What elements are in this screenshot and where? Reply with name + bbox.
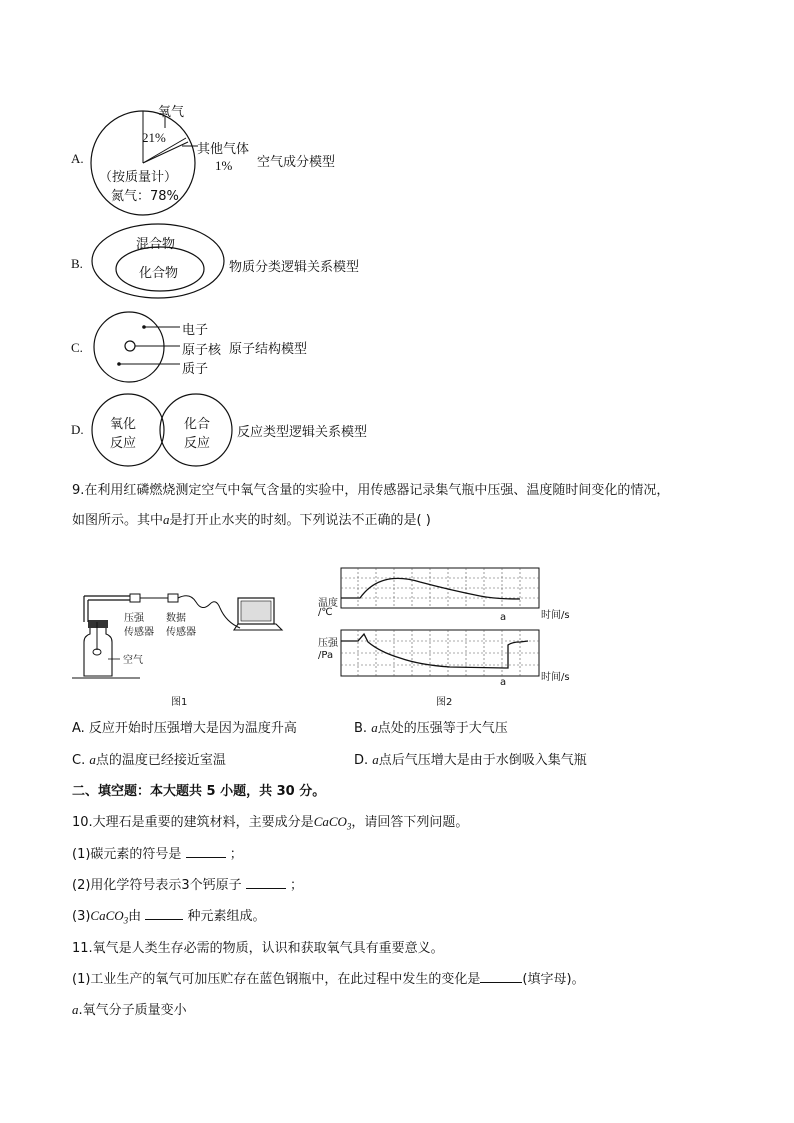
proton-label: 质子 (182, 362, 209, 377)
option-d-letter: D. (71, 422, 84, 437)
q10-part3-blank[interactable] (145, 907, 183, 920)
temperature-time-label: 时间/s (541, 610, 570, 621)
option-c-caption: 原子结构模型 (229, 342, 308, 357)
q10-stem: 10.大理石是重要的建筑材料，主要成分是CaCO$_3$，请回答下列问题。 (72, 814, 469, 832)
figure1-caption: 图1 (171, 697, 188, 708)
temperature-axis-label: 温度 (318, 598, 338, 609)
temperature-a-mark: a (500, 612, 507, 623)
pie-other-gas-label: 其他气体 (197, 142, 250, 157)
q11-part1-blank[interactable] (480, 970, 522, 983)
q10-part3: (3)CaCO$_3$由 种元素组成。 (72, 908, 266, 926)
pressure-axis-unit: /Pa (318, 650, 334, 661)
pressure-axis-label: 压强 (318, 638, 338, 649)
q10-part1-blank[interactable] (186, 845, 226, 858)
option-c-letter: C. (71, 340, 83, 355)
air-label: 空气 (123, 655, 143, 666)
option-b-letter: B. (71, 256, 83, 271)
other-gas-leader-line (182, 144, 198, 148)
q10-part1: (1)碳元素的符号是 ； (72, 847, 243, 862)
data-sensor-label-2: 传感器 (166, 627, 196, 638)
q10-part2: (2)用化学符号表示3个钙原子 ； (72, 878, 303, 893)
q9-stem-line2: 如图所示。其中a是打开止水夹的时刻。下列说法不正确的是( ) (72, 512, 431, 528)
combination-label-1: 化合 (184, 417, 211, 432)
option-b-caption: 物质分类逻辑关系模型 (229, 260, 360, 275)
q9-choice-c: C. a点的温度已经接近室温 (72, 752, 226, 768)
q9-choice-a: A. 反应开始时压强增大是因为温度升高 (72, 721, 297, 736)
pie-oxygen-label: 氧气 (158, 105, 185, 120)
pressure-sensor-label-1: 压强 (124, 613, 144, 624)
q9-choice-d: D. a点后气压增大是由于水倒吸入集气瓶 (354, 752, 587, 768)
pie-nitrogen-label: 氮气：78% (111, 189, 179, 204)
q9-stem-line1: 9.在利用红磷燃烧测定空气中氧气含量的实验中，用传感器记录集气瓶中压强、温度随时间变化的情况， (72, 483, 670, 498)
q11-option-a: a.氧气分子质量变小 (72, 1002, 187, 1018)
q11-stem: 11.氧气是人类生存必需的物质，认识和获取氧气具有重要意义。 (72, 941, 444, 956)
section-2-heading: 二、填空题：本大题共 5 小题，共 30 分。 (72, 784, 326, 799)
figure2-caption: 图2 (436, 697, 453, 708)
temperature-axis-unit: /℃ (318, 607, 333, 618)
pie-other-gas-percent: 1% (215, 158, 233, 173)
atom-model-diagram (92, 309, 182, 389)
combination-label-2: 反应 (184, 436, 211, 451)
pressure-sensor-label-2: 传感器 (124, 627, 154, 638)
mixture-label: 混合物 (136, 237, 176, 252)
oxygen-leader-line (163, 116, 167, 128)
nucleus-label: 原子核 (182, 343, 222, 358)
pie-oxygen-percent: 21% (142, 130, 166, 145)
option-a-letter: A. (71, 151, 84, 166)
pressure-time-label: 时间/s (541, 672, 570, 683)
pressure-a-mark: a (500, 677, 507, 688)
electron-label: 电子 (182, 323, 209, 338)
q9-choice-b: B. a点处的压强等于大气压 (354, 720, 508, 736)
pie-by-mass-label: （按质量计） (99, 170, 178, 185)
compound-label: 化合物 (139, 266, 179, 281)
q10-part2-blank[interactable] (246, 876, 286, 889)
option-a-caption: 空气成分模型 (257, 155, 336, 170)
option-d-caption: 反应类型逻辑关系模型 (237, 425, 368, 440)
oxidation-label-1: 氧化 (110, 417, 137, 432)
q11-part1: (1)工业生产的氧气可加压贮存在蓝色钢瓶中，在此过程中发生的变化是 (填字母)。 (72, 972, 585, 987)
oxidation-label-2: 反应 (110, 436, 137, 451)
temperature-pressure-graphs (340, 566, 544, 684)
data-sensor-label-1: 数据 (166, 613, 186, 624)
